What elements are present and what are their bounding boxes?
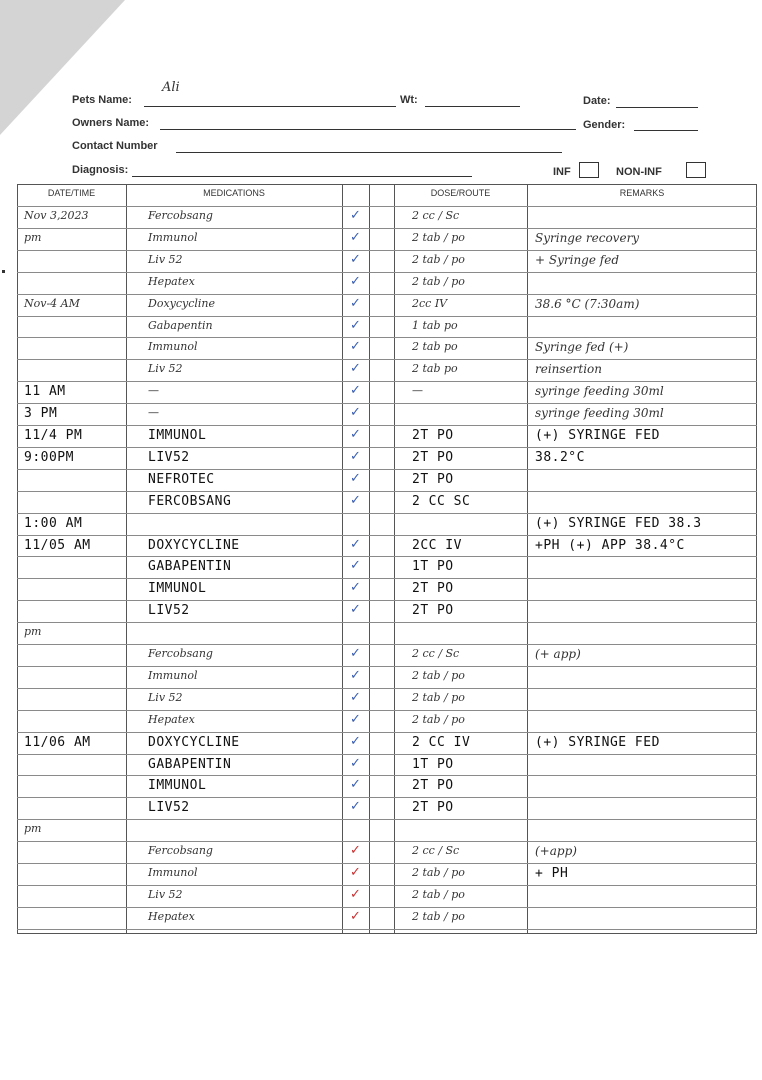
row-line	[17, 359, 757, 360]
owners-name-label: Owners Name:	[72, 117, 150, 129]
row-line	[17, 556, 757, 557]
owners-name-line[interactable]	[160, 129, 576, 130]
inf-label: INF	[553, 166, 571, 178]
diagnosis-line[interactable]	[132, 176, 472, 177]
row-line	[17, 754, 757, 755]
cell-dose: 2T PO	[412, 800, 454, 816]
row-line	[17, 710, 757, 711]
row-line	[17, 929, 757, 930]
row-line	[17, 469, 757, 470]
row-line	[17, 337, 757, 338]
cell-med: LIV52	[148, 603, 190, 619]
cell-dose: 2CC IV	[412, 537, 462, 553]
check-mark-icon: ✓	[350, 843, 361, 859]
cell-med: Immunol	[148, 340, 198, 354]
cell-med: —	[148, 406, 159, 420]
cell-med: DOXYCYCLINE	[148, 537, 240, 553]
check-mark-icon: ✓	[350, 799, 361, 815]
wt-line[interactable]	[425, 106, 520, 107]
row-line	[17, 666, 757, 667]
col-divider	[369, 184, 370, 934]
cell-dose: —	[412, 384, 423, 398]
cell-dose: 2 tab / po	[412, 230, 465, 244]
check-mark-icon: ✓	[350, 361, 361, 377]
check-mark-icon: ✓	[350, 208, 361, 223]
cell-dose: 2 tab / po	[412, 668, 465, 682]
row-line	[17, 775, 757, 776]
row-line	[17, 797, 757, 798]
cell-date: pm	[24, 625, 42, 639]
row-line	[17, 381, 757, 382]
check-mark-icon: ✓	[350, 755, 361, 771]
cell-dose: 2 tab / po	[412, 690, 465, 704]
check-mark-icon: ✓	[350, 295, 361, 311]
pets-name-label: Pets Name:	[72, 94, 132, 106]
cell-med: DOXYCYCLINE	[148, 734, 240, 750]
cell-date: 11/05 AM	[24, 537, 91, 553]
cell-med: IMMUNOL	[148, 778, 207, 794]
cell-med: Hepatex	[148, 274, 195, 288]
cell-date: 9:00PM	[24, 449, 74, 465]
cell-dose: 2 CC IV	[412, 734, 471, 750]
check-mark-icon: ✓	[350, 317, 361, 333]
check-mark-icon: ✓	[350, 886, 361, 902]
cell-date: pm	[24, 822, 42, 836]
cell-med: Liv 52	[148, 690, 183, 704]
cell-date: pm	[24, 230, 42, 244]
cell-remarks: reinsertion	[535, 362, 603, 377]
cell-dose: 2 cc / Sc	[412, 844, 460, 858]
cell-dose: 2 tab / po	[412, 866, 465, 879]
row-line	[17, 513, 757, 514]
check-mark-icon: ✓	[350, 470, 361, 486]
cell-remarks: (+) SYRINGE FED	[535, 428, 660, 443]
row-line	[17, 206, 757, 207]
cell-med: Fercobsang	[148, 844, 213, 858]
check-mark-icon: ✓	[350, 383, 361, 399]
check-mark-icon: ✓	[350, 646, 361, 661]
wt-label: Wt:	[400, 94, 418, 106]
cell-remarks: (+) SYRINGE FED 38.3	[535, 515, 702, 531]
check-mark-icon: ✓	[350, 251, 361, 267]
cell-med: IMMUNOL	[148, 428, 207, 443]
cell-med: GABAPENTIN	[148, 756, 232, 772]
cell-med: Liv 52	[148, 362, 183, 376]
cell-med: Hepatex	[148, 909, 195, 923]
cell-dose: 2T PO	[412, 428, 454, 443]
row-line	[17, 732, 757, 733]
cell-remarks: syringe feeding 30ml	[535, 384, 664, 399]
noninf-label: NON-INF	[616, 166, 662, 178]
cell-remarks: Syringe recovery	[535, 230, 640, 245]
check-mark-icon: ✓	[350, 339, 361, 355]
row-line	[17, 885, 757, 886]
cell-dose: 2cc IV	[412, 296, 448, 310]
row-line	[17, 316, 757, 317]
row-line	[17, 491, 757, 492]
cell-med: —	[148, 384, 159, 398]
cell-date: 3 PM	[24, 406, 58, 422]
row-line	[17, 841, 757, 842]
cell-med: Doxycycline	[148, 296, 216, 310]
cell-remarks: Syringe fed (+)	[535, 340, 629, 355]
gender-line[interactable]	[634, 130, 698, 131]
check-mark-icon: ✓	[350, 492, 361, 508]
cell-remarks: + PH	[535, 866, 569, 881]
gender-label: Gender:	[583, 119, 626, 131]
pets-name-value[interactable]: Ali	[162, 80, 180, 95]
check-mark-icon: ✓	[350, 448, 361, 464]
cell-date: 11/06 AM	[24, 734, 91, 750]
cell-dose: 2 cc / Sc	[412, 647, 460, 660]
row-line	[17, 403, 757, 404]
cell-date: 11/4 PM	[24, 428, 83, 443]
cell-med: Gabapentin	[148, 318, 213, 332]
row-line	[17, 294, 757, 295]
row-line	[17, 644, 757, 645]
row-line	[17, 622, 757, 623]
cell-remarks: +PH (+) APP 38.4°C	[535, 537, 685, 553]
row-line	[17, 228, 757, 229]
cell-dose: 2 tab / po	[412, 274, 465, 288]
row-line	[17, 688, 757, 689]
scan-speck	[2, 270, 5, 273]
cell-dose: 2 CC SC	[412, 493, 471, 509]
cell-dose: 1T PO	[412, 559, 454, 575]
cell-remarks: 38.6 °C (7:30am)	[535, 296, 640, 311]
contact-label: Contact Number	[72, 140, 158, 152]
cell-dose: 2 tab / po	[412, 712, 465, 726]
cell-med: Liv 52	[148, 252, 183, 266]
check-mark-icon: ✓	[350, 558, 361, 574]
cell-dose: 2T PO	[412, 778, 454, 794]
folded-corner	[0, 0, 125, 135]
check-mark-icon: ✓	[350, 536, 361, 552]
col-divider	[342, 184, 343, 934]
col-divider	[527, 184, 528, 934]
cell-dose: 2 tab / po	[412, 909, 465, 923]
row-line	[17, 863, 757, 864]
cell-remarks: (+) SYRINGE FED	[535, 734, 660, 750]
check-mark-icon: ✓	[350, 273, 361, 289]
cell-med: LIV52	[148, 449, 190, 465]
cell-med: IMMUNOL	[148, 581, 207, 597]
cell-remarks: syringe feeding 30ml	[535, 406, 664, 421]
cell-med: NEFROTEC	[148, 471, 215, 487]
cell-dose: 1T PO	[412, 756, 454, 772]
cell-dose: 2 tab po	[412, 362, 458, 376]
cell-remarks: 38.2°C	[535, 449, 585, 465]
row-line	[17, 447, 757, 448]
cell-remarks: (+ app)	[535, 647, 581, 661]
check-mark-icon: ✓	[350, 777, 361, 793]
header-remarks: REMARKS	[619, 188, 665, 198]
cell-dose: 2T PO	[412, 471, 454, 487]
row-line	[17, 425, 757, 426]
row-line	[17, 250, 757, 251]
check-mark-icon: ✓	[350, 667, 361, 683]
check-mark-icon: ✓	[350, 908, 361, 924]
cell-med: Immunol	[148, 866, 198, 879]
date-label: Date:	[583, 95, 611, 107]
row-line	[17, 600, 757, 601]
row-line	[17, 272, 757, 273]
cell-dose: 2 tab po	[412, 340, 458, 354]
check-mark-icon: ✓	[350, 427, 361, 442]
cell-med: Hepatex	[148, 712, 195, 726]
cell-dose: 2T PO	[412, 603, 454, 619]
check-mark-icon: ✓	[350, 733, 361, 749]
cell-dose: 2T PO	[412, 581, 454, 597]
cell-med: FERCOBSANG	[148, 493, 232, 509]
cell-med: Liv 52	[148, 887, 183, 901]
cell-dose: 1 tab po	[412, 318, 458, 332]
cell-med: Fercobsang	[148, 647, 213, 660]
cell-dose: 2 tab / po	[412, 252, 465, 266]
row-line	[17, 819, 757, 820]
cell-med: Immunol	[148, 668, 198, 682]
cell-dose: 2T PO	[412, 449, 454, 465]
date-line[interactable]	[616, 107, 698, 108]
check-mark-icon: ✓	[350, 405, 361, 421]
check-mark-icon: ✓	[350, 229, 361, 245]
cell-dose: 2 tab / po	[412, 887, 465, 901]
cell-remarks: (+app)	[535, 844, 577, 859]
cell-date: 1:00 AM	[24, 515, 83, 531]
header-dose: DOSE/ROUTE	[430, 188, 491, 198]
cell-date: 11 AM	[24, 384, 66, 400]
row-line	[17, 907, 757, 908]
inf-checkbox[interactable]	[579, 162, 599, 178]
header-datetime: DATE/TIME	[47, 188, 96, 198]
check-mark-icon: ✓	[350, 580, 361, 596]
row-line	[17, 578, 757, 579]
cell-date: Nov-4 AM	[24, 296, 80, 310]
cell-dose: 2 cc / Sc	[412, 209, 460, 222]
col-divider	[394, 184, 395, 934]
cell-med: GABAPENTIN	[148, 559, 232, 575]
cell-date: Nov 3,2023	[24, 209, 89, 222]
pets-name-line	[144, 106, 396, 107]
contact-line[interactable]	[176, 152, 562, 153]
diagnosis-label: Diagnosis:	[72, 164, 129, 176]
cell-remarks: + Syringe fed	[535, 252, 619, 267]
cell-med: Immunol	[148, 230, 198, 244]
cell-med: LIV52	[148, 800, 190, 816]
check-mark-icon: ✓	[350, 689, 361, 705]
check-mark-icon: ✓	[350, 602, 361, 618]
cell-med: Fercobsang	[148, 209, 213, 222]
treatment-table	[17, 184, 757, 934]
check-mark-icon: ✓	[350, 711, 361, 727]
header-medications: MEDICATIONS	[203, 188, 265, 198]
check-mark-icon: ✓	[350, 865, 361, 880]
noninf-checkbox[interactable]	[686, 162, 706, 178]
col-divider	[126, 184, 127, 934]
row-line	[17, 535, 757, 536]
